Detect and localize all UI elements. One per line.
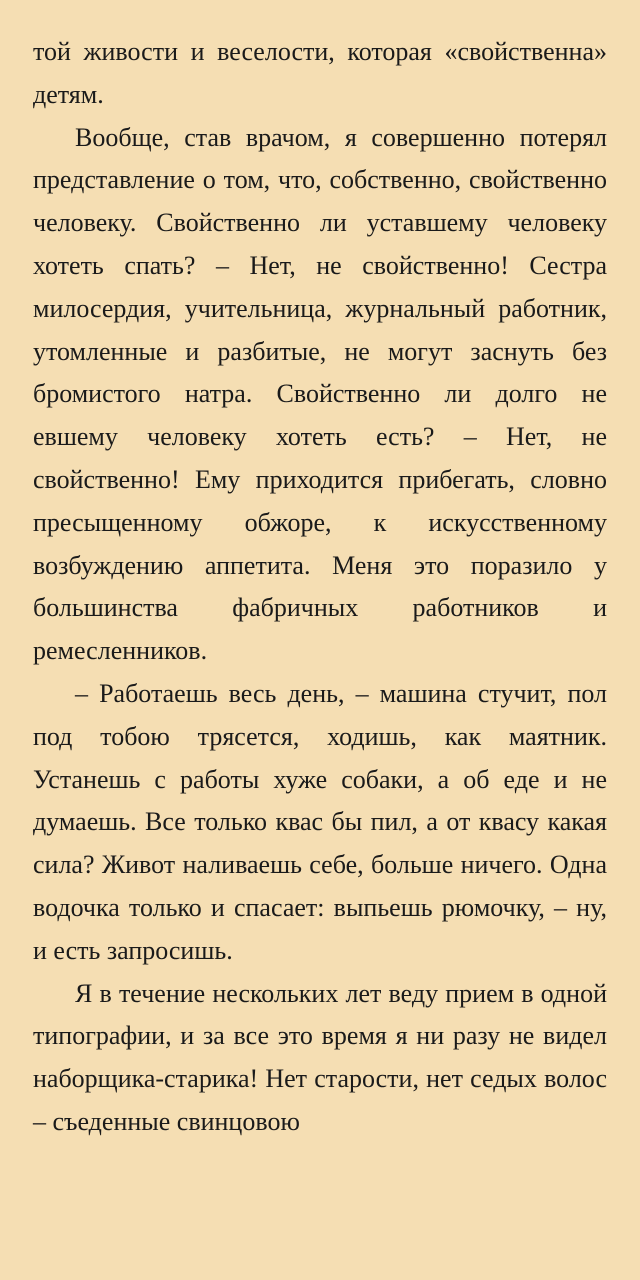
paragraph: Вообще, став врачом, я совершенно потерял представление о том, что, собственно, свойственно человеку. Свойственно ли уставшему человеку хотеть спать? – Нет, не свойственно! Сестра милосердия, учительница, журнальный работник, утомленные и разбитые, не могут заснуть без бромистого натра. Свойственно ли долго не евшему человеку хотеть есть? – Нет, не свойственно! Ему приходится прибегать, словно пресыщенному обжоре, к искусственному возбуждению аппетита. Меня это поразило у большинства фабричных работников и ремесленников. [33,122,607,666]
paragraph-dialogue: – Работаешь весь день, – машина стучит, пол под тобою трясется, ходишь, как маятник. Устанешь с работы хуже собаки, а об еде и не думаешь. Все только квас бы пил, а от квасу какая сила? Живот наливаешь себе, больше ничего. Одна водочка только и спасает: выпьешь рюмочку, – ну, и есть запросишь. [33,678,607,965]
paragraph-continued: той живости и веселости, которая «свойственна» детям. [33,37,607,109]
paragraph: Я в течение нескольких лет веду прием в одной типографии, и за все это время я ни разу не видел наборщика-старика! Нет старости, нет седых волос – съеденные свинцовою [33,978,607,1136]
